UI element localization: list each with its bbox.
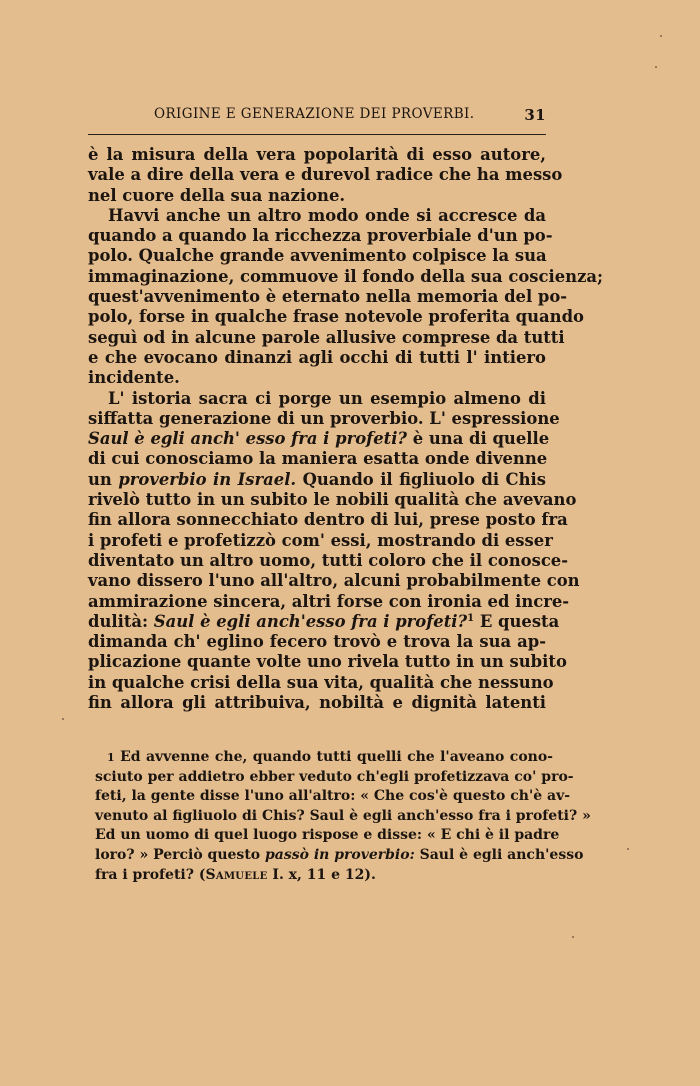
text-line: polo. Qualche grande avvenimento colpisce la sua: [88, 246, 547, 266]
text-line: e che evocano dinanzi agli occhi di tutti l' intiero: [88, 347, 546, 367]
page-number: 31: [524, 106, 546, 124]
text-segment: un: [88, 469, 112, 489]
text-line: i profeti e profetizzò com' essi, mostrando di esser: [88, 530, 553, 550]
text-line: L' istoria sacra ci porge un esempio almeno di: [108, 388, 546, 408]
text-line: seguì od in alcune parole allusive comprese da tutti: [88, 327, 565, 347]
text-line: nel cuore della sua nazione.: [88, 185, 346, 205]
footnote-number: 1: [107, 751, 115, 764]
paper-speck: [660, 35, 662, 37]
text-segment: è una di quelle: [412, 429, 550, 449]
text-line: ammirazione sincera, altri forse con ironia ed incre-: [88, 591, 570, 611]
footnote-line: sciuto per addietro ebber veduto ch'egli profetizzava co' pro-: [95, 768, 574, 785]
text-line: incidente.: [88, 368, 180, 388]
quoted-phrase: proverbio in Israel.: [118, 469, 297, 489]
footnote-line: feti, la gente disse l'uno all'altro: « Che cos'è questo ch'è av-: [95, 788, 571, 805]
body-text: [88, 145, 604, 713]
paper-speck: [627, 848, 629, 850]
text-line: diventato un altro uomo, tutti coloro che il conosce-: [88, 550, 569, 570]
text-line: immaginazione, commuove il fondo della sua coscienza;: [88, 266, 604, 286]
text-segment: dulità:: [88, 611, 149, 631]
citation-source: Samuele: [205, 866, 268, 883]
quoted-phrase: Saul è egli anch'esso fra i profeti?: [153, 611, 468, 631]
footnote-line: venuto al figliuolo di Chis? Saul è egli anch'esso fra i profeti? »: [95, 807, 591, 824]
page-header: [88, 106, 546, 128]
text-line: plicazione quante volte uno rivela tutto in un subito: [88, 652, 567, 672]
text-line: fin allora sonnecchiato dentro di lui, prese posto fra: [88, 510, 568, 530]
quoted-phrase: Saul è egli anch' esso fra i profeti?: [88, 429, 408, 449]
text-segment: Saul è egli anch'esso: [419, 846, 584, 863]
paper-speck: [655, 66, 657, 68]
text-line: è la misura della vera popolarità di esso autore,: [88, 145, 546, 164]
text-line: in qualche crisi della sua vita, qualità che nessuno: [88, 672, 554, 692]
text-line: fin allora gli attribuiva, nobiltà e dignità latenti: [88, 693, 546, 713]
text-segment: fra i profeti? (: [95, 866, 206, 883]
text-line: [88, 611, 560, 632]
footnote-line: [95, 748, 553, 768]
text-line: [88, 470, 546, 490]
text-line: vano dissero l'uno all'altro, alcuni probabilmente con: [88, 571, 580, 591]
text-line: quando a quando la ricchezza proverbiale d'un po-: [88, 226, 553, 246]
text-line: di cui conosciamo la maniera esatta onde divenne: [88, 449, 548, 469]
footnote-line: [95, 866, 553, 886]
quoted-phrase: passò in proverbio:: [265, 846, 415, 863]
footnote: [95, 748, 591, 885]
paper-speck: [62, 718, 64, 720]
text-segment: loro? » Perciò questo: [95, 846, 261, 863]
text-line: Havvi anche un altro modo onde si accresce da: [108, 205, 546, 225]
paper-speck: [572, 936, 574, 938]
footnote-reference: 1: [467, 612, 475, 624]
footnote-line: [95, 846, 584, 866]
running-title: ORIGINE E GENERAZIONE DEI PROVERBI.: [154, 106, 475, 122]
text-segment: E questa: [479, 611, 560, 631]
text-segment: Quando il figliuolo di Chis: [302, 469, 546, 489]
text-line: siffatta generazione di un proverbio. L' espressione: [88, 408, 560, 428]
text-line: polo, forse in qualche frase notevole proferita quando: [88, 307, 584, 327]
header-rule: [88, 134, 546, 135]
text-line: [88, 429, 550, 449]
text-line: vale a dire della vera e durevol radice che ha messo: [88, 165, 563, 185]
text-segment: I. x, 11 e 12).: [267, 866, 376, 883]
footnote-line: Ed un uomo di quel luogo rispose e disse: « E chi è il padre: [95, 827, 560, 844]
text-line: quest'avvenimento è eternato nella memoria del po-: [88, 287, 568, 307]
text-line: dimanda ch' eglino fecero trovò e trova la sua ap-: [88, 632, 546, 652]
text-segment: Ed avvenne che, quando tutti quelli che l'aveano cono-: [120, 749, 553, 765]
text-line: rivelò tutto in un subito le nobili qualità che avevano: [88, 490, 577, 510]
